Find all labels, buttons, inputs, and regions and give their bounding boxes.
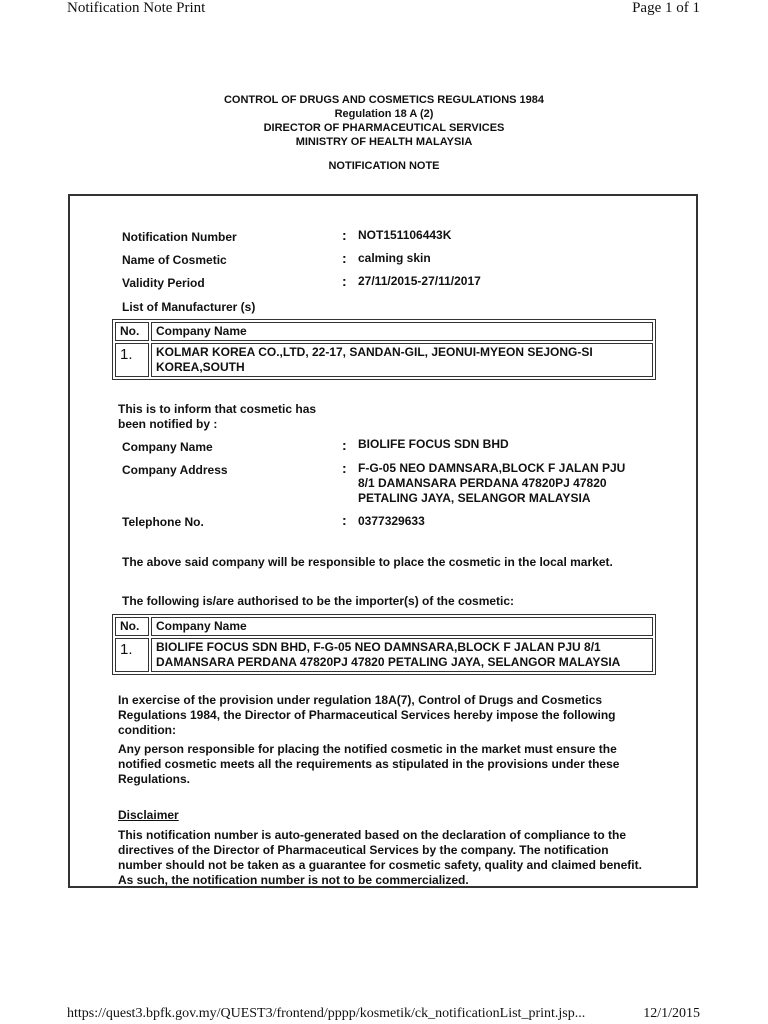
row-number: 1. <box>115 638 149 672</box>
colon: : <box>342 250 347 266</box>
address-line: 8/1 DAMANSARA PERDANA 47820PJ 47820 <box>358 476 607 490</box>
cosmetic-name-value: calming skin <box>358 251 431 265</box>
print-date: 12/1/2015 <box>643 1006 700 1021</box>
requirement-statement: Any person responsible for placing the notified cosmetic in the market must ensure the notified cosmetic meets all the requirements as stipulated in the provisions under these Regulations. <box>118 742 620 786</box>
notification-note-title: NOTIFICATION NOTE <box>328 160 440 172</box>
column-header-no: No. <box>115 617 149 636</box>
importers-intro: The following is/are authorised to be the importer(s) of the cosmetic: <box>122 594 515 608</box>
print-page-number: Page 1 of 1 <box>632 0 700 16</box>
colon: : <box>342 512 347 528</box>
company-address-label: Company Address <box>122 463 228 477</box>
intro-line: This is to inform that cosmetic has <box>118 402 317 416</box>
company-name-label: Company Name <box>122 440 213 454</box>
importer-company: BIOLIFE FOCUS SDN BHD, F-G-05 NEO DAMNSARA,BLOCK F JALAN PJU 8/1 DAMANSARA PERDANA 47820PJ 47820 PETALING JAYA, SELANGOR MALAYSIA <box>151 638 653 672</box>
validity-period-value: 27/11/2015-27/11/2017 <box>358 274 481 288</box>
table-header-row <box>115 322 653 341</box>
document-title <box>0 93 768 173</box>
responsible-statement: The above said company will be responsible to place the cosmetic in the local market. <box>122 555 613 569</box>
disclaimer-text: This notification number is auto-generated based on the declaration of compliance to the directives of the Director of Pharmaceutical Services by the company. The notification number should not be taken as a guarantee for cosmetic safety, quality and claimed benefit. As such, the notification number is not to be commercialized. <box>118 828 642 887</box>
validity-period-label: Validity Period <box>122 276 205 290</box>
telephone-value: 0377329633 <box>358 514 425 528</box>
cosmetic-name-label: Name of Cosmetic <box>122 253 227 267</box>
address-line: F-G-05 NEO DAMNSARA,BLOCK F JALAN PJU <box>358 461 626 475</box>
regulation-title: CONTROL OF DRUGS AND COSMETICS REGULATIONS 1984 <box>223 94 545 106</box>
company-address-value <box>358 461 625 506</box>
colon: : <box>342 273 347 289</box>
disclaimer-heading: Disclaimer <box>118 808 179 822</box>
table-row <box>115 343 653 377</box>
telephone-label: Telephone No. <box>122 515 204 529</box>
print-url: https://quest3.bpfk.gov.my/QUEST3/frontend/pppp/kosmetik/ck_notificationList_print.jsp... <box>67 1006 586 1021</box>
notified-by-intro <box>118 402 316 432</box>
notification-number-label: Notification Number <box>122 230 237 244</box>
director-title: DIRECTOR OF PHARMACEUTICAL SERVICES <box>263 122 505 134</box>
row-number: 1. <box>115 343 149 377</box>
regulation-number: Regulation 18 A (2) <box>334 108 434 120</box>
colon: : <box>342 460 347 476</box>
manufacturer-table <box>112 319 656 380</box>
ministry-title: MINISTRY OF HEALTH MALAYSIA <box>295 136 473 148</box>
regulation-condition: In exercise of the provision under regulation 18A(7), Control of Drugs and Cosmetics Regulations 1984, the Director of Pharmaceutical Services hereby impose the following condition: <box>118 693 616 737</box>
manufacturer-list-label: List of Manufacturer (s) <box>122 300 256 314</box>
colon: : <box>342 437 347 453</box>
print-header-title: Notification Note Print <box>67 0 206 16</box>
address-line: PETALING JAYA, SELANGOR MALAYSIA <box>358 491 591 505</box>
table-row <box>115 638 653 672</box>
company-name-value: BIOLIFE FOCUS SDN BHD <box>358 437 509 451</box>
notification-number-value: NOT151106443K <box>358 228 452 242</box>
column-header-company: Company Name <box>151 617 653 636</box>
intro-line: been notified by : <box>118 417 218 431</box>
table-header-row <box>115 617 653 636</box>
column-header-company: Company Name <box>151 322 653 341</box>
colon: : <box>342 227 347 243</box>
manufacturer-company: KOLMAR KOREA CO.,LTD, 22-17, SANDAN-GIL, JEONUI-MYEON SEJONG-SI KOREA,SOUTH <box>151 343 653 377</box>
column-header-no: No. <box>115 322 149 341</box>
importer-table <box>112 614 656 675</box>
